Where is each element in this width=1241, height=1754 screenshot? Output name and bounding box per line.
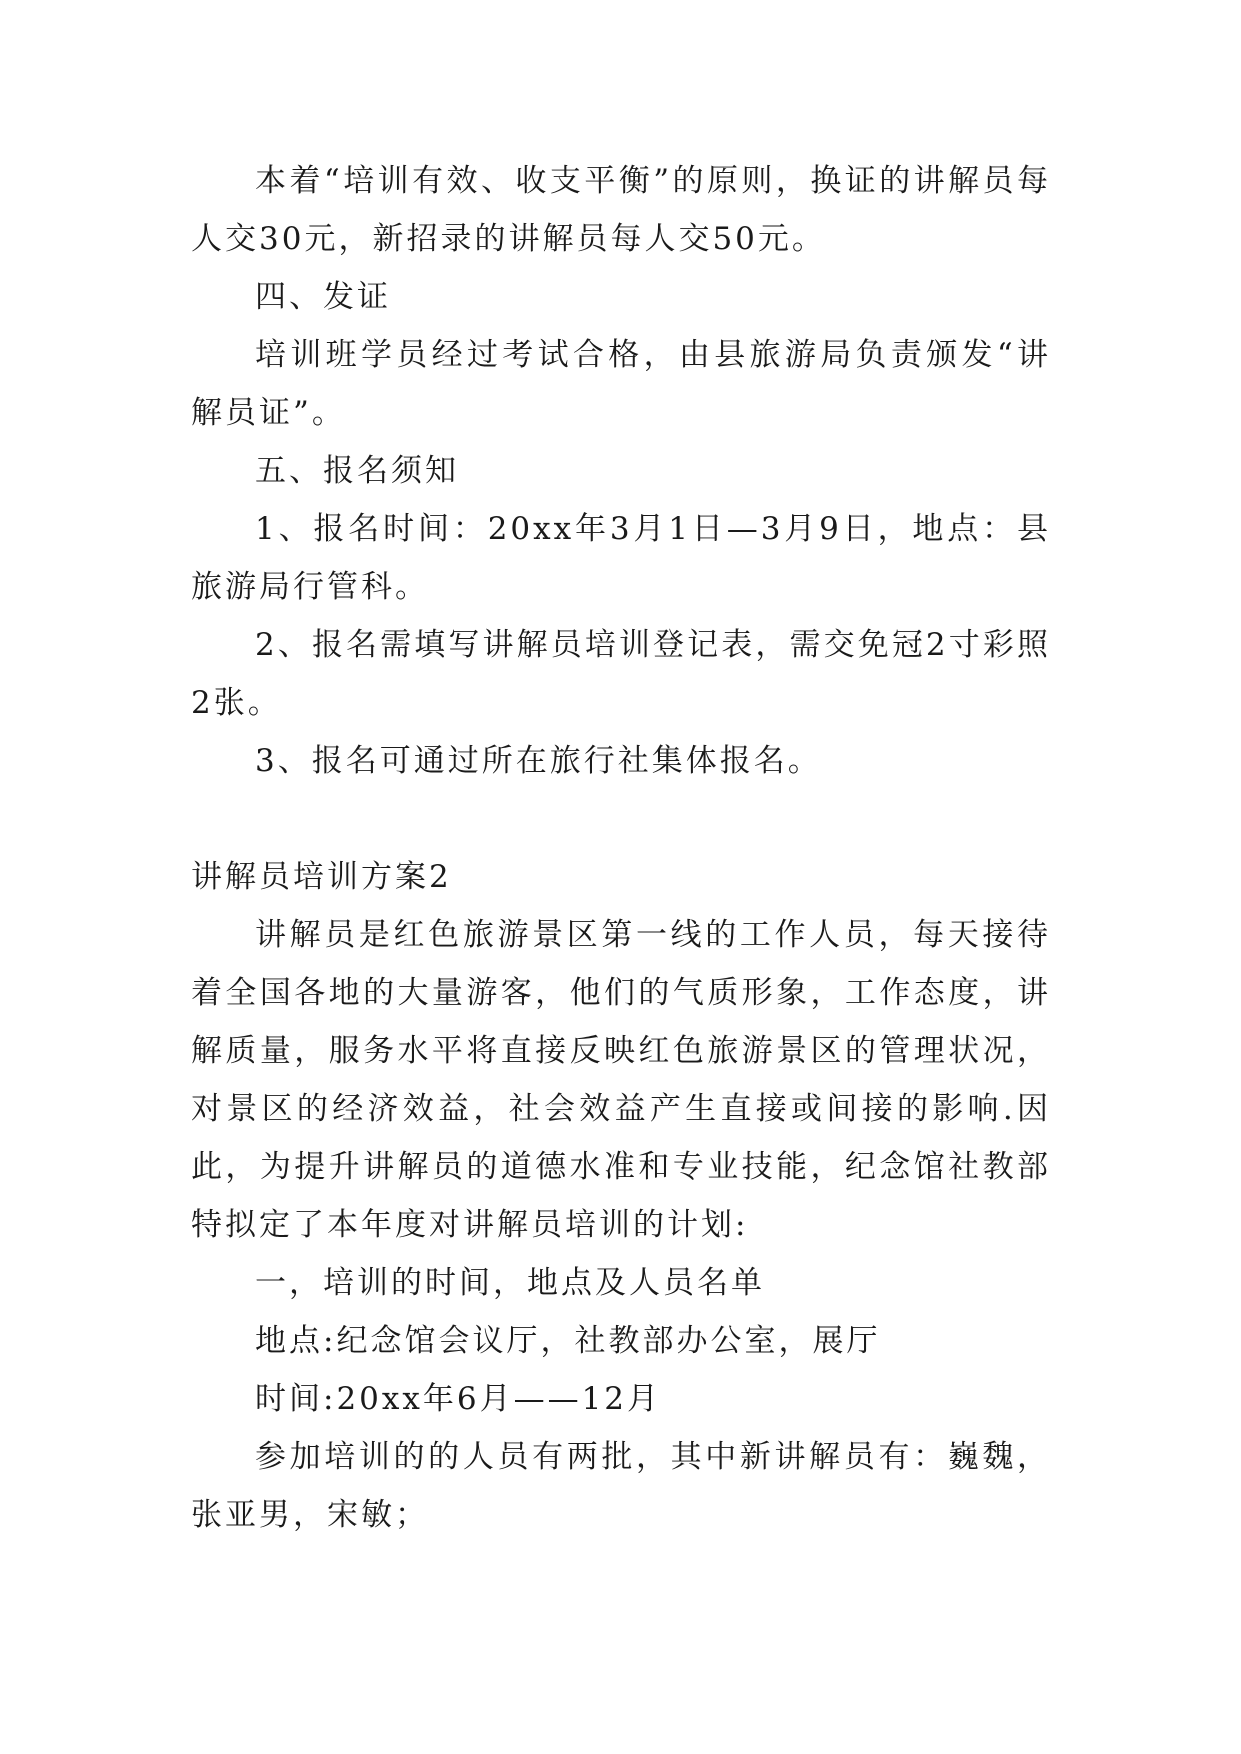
section-title: 讲解员培训方案2	[191, 859, 452, 895]
heading-certification: 四、发证	[255, 279, 391, 315]
document-body	[191, 152, 1051, 1544]
paragraph-participants: 参加培训的的人员有两批，其中新讲解员有：巍魏，张亚男，宋敏；	[191, 1439, 1051, 1533]
heading-registration-notice: 五、报名须知	[255, 453, 459, 489]
paragraph-certificate-issue: 培训班学员经过考试合格，由县旅游局负责颁发“讲解员证”。	[191, 337, 1051, 431]
paragraph-training-location: 地点:纪念馆会议厅，社教部办公室，展厅	[255, 1323, 881, 1359]
paragraph-fee-principle: 本着“培训有效、收支平衡”的原则，换证的讲解员每人交30元，新招录的讲解员每人交50元。	[191, 163, 1051, 257]
heading-training-details: 一，培训的时间，地点及人员名单	[255, 1265, 765, 1301]
paragraph-registration-time: 1、报名时间：20xx年3月1日—3月9日，地点：县旅游局行管科。	[191, 511, 1051, 605]
section-spacer	[191, 790, 1051, 848]
paragraph-introduction: 讲解员是红色旅游景区第一线的工作人员，每天接待着全国各地的大量游客，他们的气质形象，工作态度，讲解质量，服务水平将直接反映红色旅游景区的管理状况，对景区的经济效益，社会效益产生直接或间接的影响.因此，为提升讲解员的道德水准和专业技能，纪念馆社教部特拟定了本年度对讲解员培训的计划:	[191, 917, 1051, 1243]
paragraph-registration-form: 2、报名需填写讲解员培训登记表，需交免冠2寸彩照2张。	[191, 627, 1051, 721]
paragraph-group-registration: 3、报名可通过所在旅行社集体报名。	[255, 743, 822, 779]
paragraph-training-time: 时间:20xx年6月——12月	[255, 1381, 662, 1417]
